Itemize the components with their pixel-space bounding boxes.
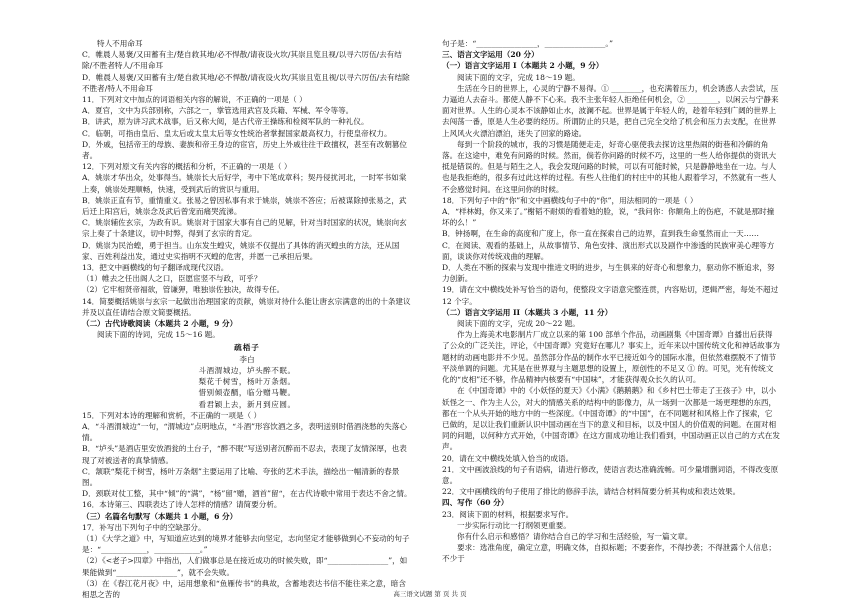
paragraph-l3: D．帷晨人易褒/又田蓄有主/楚自救其地/必不悍散/请夜设火坎/其崇且览且视/以寻六厉伍/去有结除不胜者/特人不用命耳 bbox=[82, 72, 410, 93]
paragraph-r17: 20．请在文中横线处填入恰当的成语。 bbox=[442, 453, 574, 463]
paragraph-r11: D．人类在不断的探索与发现中推进文明的进步，与生俱来的好奇心和想象力，驱动你不断追求，努力创新。 bbox=[442, 263, 775, 284]
paragraph-r1: 句子是：“________________，________________。” bbox=[442, 39, 614, 48]
poem-line: 看君颖上去，新月到应圆。 bbox=[198, 399, 296, 409]
paragraph-r14: 阅读下面的文字，完成 20～22 题。 bbox=[457, 319, 580, 329]
paragraph-l9: 12．下列对原文有关内容的概括和分析，不正确的一项是（ ） bbox=[82, 162, 292, 172]
paragraph-r3: （一）语言文字运用 I（本题共 2 小题，9 分） bbox=[442, 61, 604, 71]
poem-line: 惜别倾壶醑，临分赠马鞭。 bbox=[198, 388, 296, 398]
paragraph-m8: 17．补写出下列句子中的空缺部分。 bbox=[82, 522, 206, 532]
left-questions-15-17 bbox=[82, 410, 412, 600]
paragraph-l4: 11．下列对文中加点的词语相关内容的解说，不正确的一项是（ ） bbox=[82, 95, 307, 105]
paragraph-r21: 23．阅读下面的材料，根据要求写作。 bbox=[442, 509, 574, 519]
poem-line: 梨花千树雪，杨叶万条烟。 bbox=[198, 377, 296, 387]
paragraph-r23: 你有什么启示和感悟？请你结合自己的学习和生活经验，写一篇文章。 bbox=[457, 531, 693, 541]
paragraph-r8: A．“样林姆，你又来了。”榭韬不耐烦的看着她的脸，说，“我问你：你額角上的伤疤，不就是那时撞坏的么！” bbox=[442, 207, 775, 228]
paragraph-m7: （三）名篇名句默写（本题共 1 小题，6 分） bbox=[82, 511, 238, 521]
paragraph-l15: （1）帷去之任出阁人之口，臣愿宦竖不与政，可乎？ bbox=[82, 274, 262, 284]
paragraph-l19: 阅读下面的诗词，完成 15～16 题。 bbox=[97, 330, 220, 340]
paragraph-m6: 16．本诗第三、四联表达了诗人怎样的情感？请简要分析。 bbox=[82, 500, 282, 510]
paragraph-l7: C．临朝，可指由皇后、皇太后或太皇太后等女性统治者掌握国家最高权力，行使皇帝权力。 bbox=[82, 128, 392, 138]
paragraph-l13: D．姚崇为民治蝗，勇于担当。山东发生蝗灾，姚崇不仅提出了具体的消灭蝗虫的方法，还从国家、百姓利益出发，通过史实指明不灭蝗的危害，并愿一己承担后果。 bbox=[82, 240, 400, 261]
paragraph-m3: B．“垆头”是酒店里安放酒瓮的土台子，“醉不眠”写送别者沉醉而不忍去，表现了友情深厚，也表现了对被送者的真挚情感。 bbox=[82, 444, 407, 465]
paragraph-m1: 15．下列对本诗的理解和赏析，不正确的一项是（ ） bbox=[82, 410, 262, 420]
paragraph-l6: B．讲武，原为讲习武术战事，后又称大阅，是古代帝王操练和检阅军队的一种礼仪。 bbox=[82, 117, 369, 127]
poem-line: 斗酒渭城边，垆头醉不眠。 bbox=[198, 365, 296, 375]
paragraph-r13: （二）语言文字运用 II（本题共 3 小题，11 分） bbox=[442, 307, 613, 317]
paragraph-l10: A．姚崇才华出众，处事得当。姚崇长大后好学，考中下笔成章科；契丹侵扰河北，一时军书如棠上奏，姚崇处理顺畅，快速，受到武后的赏识与重用。 bbox=[82, 173, 407, 194]
paragraph-r16: 在《中国奇谭》中的《小妖怪的夏天》《小满》《鹅鹅鹅》和《乡村巴士带走了王孩子》中，以小妖怪之一、作为主人公，对大的情感关系的结构中的影像力，从一场到一次都是一场更理想的东西，都在一个从头开始的地方中的一些深度。《中国奇谭》的“中国”，在不同题材和风格上作了探索，它已做的，足以让我们重新认识中国动画在当下的意义和目标，以及中国人的价值观的问题。在面对相同的问题，以何种方式开始，《中国奇谭》在这方面成功地让我们看到，中国动画正以自己的方式在发声。 bbox=[442, 386, 780, 452]
paragraph-r22: 一步实际行动比一打纲领更重要。 bbox=[457, 520, 571, 530]
page-footer: 高三语文试题 第 页 共 页 bbox=[393, 590, 467, 598]
paragraph-l17: 14．简要概括姚崇与玄宗一起做出治理国家的贡献，姚崇对待什么能让唐玄宗满意的出的十条建议并及以直任请结合原文简要概括。 bbox=[82, 296, 411, 317]
paragraph-r24: 要求：选准角度，确定立意，明确文体，自拟标题；不要套作，不得抄袭；不得泄露个人信息；不少于 bbox=[442, 543, 776, 564]
poem-author: 李白 bbox=[239, 354, 255, 364]
paragraph-r6: 每到一个阶段的城市，我的习惯是随便走走，好奇心驱使我去探访这里热闹的街巷和冷僻的角落。在这途中，难免有问路的时候。然而，倘若你问路的时候不巧，这里的一些人给你提供的资讯大抵是错误的。但是与陌生之人，我会发现问路的时候，可以有可能时候，只是静静地坐在一边。与人也是我拒绝的，很多有过此这样的过程。有些人往他们的村庄中的其他人跟着学习，不然就有一些人不会感觉时间。在这里问你的时候。 bbox=[442, 139, 777, 194]
paragraph-m4: C．颔联“梨花千树雪，杨叶万条烟”主要运用了比喻、夸张的艺术手法，描绘出一幅清新的春景图。 bbox=[82, 466, 400, 487]
paragraph-l11: B．姚崇正直有节，重情重义。张易之曾因私事有求于姚崇，姚崇不答应；后被谋除掉张易之，武后迁上阳宫后，姚崇念及武后曾宠而痛哭流涕。 bbox=[82, 195, 407, 217]
paragraph-l2: C．帷晨人易褒/又田蓄有主/楚自救其地/必不悍散/请夜设火坎/其崇且览且视/以寻六厉伍/去有结除/不胜者特人/不用命耳 bbox=[82, 50, 402, 71]
paragraph-l5: A．夏官，文中为兵部别称，六部之一，掌管选用武官及兵籍、军械、军令等等。 bbox=[82, 106, 354, 116]
poem-title: 疏梧子 bbox=[234, 343, 260, 353]
paragraph-l14: 13．把文中画横线的句子翻译成现代汉语。 bbox=[82, 263, 229, 273]
right-column bbox=[442, 38, 780, 565]
paragraph-r10: C．在阅读、观看的基础上，从故事情节、角色安排、演出形式以及剧作中渗透的民族审美心理等方面，谈谈你对传统戏曲的理解。 bbox=[442, 240, 775, 261]
paragraph-r7: 18．下列句子中的“你”和文中画横线句子中的“你”，用法相同的一项是（ ） bbox=[442, 195, 698, 205]
paragraph-l12: C．姚崇辅佐玄宗，为政有识。姚崇对于国家大事有自己的见解，针对当时国家的状况，姚崇向玄宗上奏了十条建议，切中时弊，得到了玄宗的肯定。 bbox=[82, 218, 407, 239]
paragraph-l16: （2）它牢相贤帝福欲，管谦狎，唯独崇佐独决，故得专任。 bbox=[82, 285, 285, 295]
paragraph-r5: 生活在今日的世界上，心灵的宁静不易得。① ________，也充满着压力，机会诱惑人去尝试，压力逼迫人去奋斗。都使人静不下心来。我不主张年轻人拒绝任何机会，② ________，以闲云与宁静来面对世界。人生的心灵本不该静如止水，波澜不起。世界是属于年轻人的，趁着年轻到广阔的世界上去闯荡一番，原是人生必要的经历。所谓防止的只是，把自己完全交给了机会和压力去支配，在世界上风风火火漂泊漂泊，迷失了回家的路途。 bbox=[442, 83, 779, 138]
paragraph-r19: 22．文中画横线的句子使用了排比的修辞手法，请结合材料简要分析其构成和表达效果。 bbox=[442, 487, 741, 497]
paragraph-m5: D．颈联对仗工整，其中“倾”的“满”，“杨”留“赠，酒首”留“，在古代诗歌中常用于表达不舍之情。 bbox=[82, 489, 412, 499]
paragraph-m10: （2）《<老子>四章》中指出，人们做事总是在接近成功的时候失败，即“________________”，如果能做到“________________”，就不会失败。 bbox=[82, 556, 408, 577]
paragraph-m2: A．“斗酒渭城边”一句，“渭城边”点明地点，“斗酒”形容饮酒之多，表明送别时借酒浇愁的失落心情。 bbox=[82, 421, 407, 443]
paragraph-r15: 作为上海美术电影制片厂成立以来的第 100 部单个作品，动画剧集《中国奇谭》自播出后获得了公众的广泛关注，评论，《中国奇谭》究竟好在哪儿？事实上，近年来以中国传统文化和神话故事为题材的动画电影并不少见。虽然部分作品的制作水平已接近如今的国际水准，但依然难摆脱不了情节平淡单调的问题。尤其是在世界观与主题思想的设置上，原创性的不足又 ① 的。可见，光有传统文化的“皮相”还不够，作品精神内核要有“中国味”，才能获得观众长久的认可。 bbox=[442, 330, 780, 385]
paragraph-m9: （1）《大学之道》中，写知道应达到的境界才能够去向坚定，志向坚定才能够做到心不妄动的句子是：“____________，____________。” bbox=[82, 533, 410, 555]
paragraph-r12: 19．请在文中横线处补写恰当的语句，使整段文字语意完整连贯，内容贴切，逻辑严密，每处不超过 12 个字。 bbox=[442, 285, 779, 306]
paragraph-l18: （二）古代诗歌阅读（本题共 2 小题，9 分） bbox=[82, 319, 238, 329]
poem-block bbox=[82, 342, 412, 409]
paragraph-m11: （3）在《春江花月夜》中，运用想象和“鱼雁传书”的典故，含蓄地表达书信不能往来之意，暗含相思之苦的 bbox=[82, 578, 406, 599]
paragraph-r18: 21．文中画波浪线的句子有语病，请进行修改，使语言表达准确流畅。可少量增删词语，不得改变原意。 bbox=[442, 464, 779, 485]
paragraph-r9: B．钟扬啊，在生命的高度和广度上，你一直在探索自己的边界，直到我生命戛然而止一天…… bbox=[442, 229, 759, 239]
left-column bbox=[82, 38, 412, 600]
paragraph-l8: D．外戚，包括帝王的母族、妻族和帝王身边的宦官，历史上外戚往往干政擅权，甚至有改朝篡位者。 bbox=[82, 139, 408, 161]
left-questions-11-14 bbox=[82, 38, 412, 340]
paragraph-r4: 阅读下面的文字，完成 18～19 题。 bbox=[457, 72, 580, 82]
paragraph-l1: 特人不用命耳 bbox=[97, 39, 143, 48]
paragraph-r2: 三、语言文字运用（20 分） bbox=[442, 50, 539, 60]
paragraph-r20: 四、写作（60 分） bbox=[442, 498, 509, 508]
